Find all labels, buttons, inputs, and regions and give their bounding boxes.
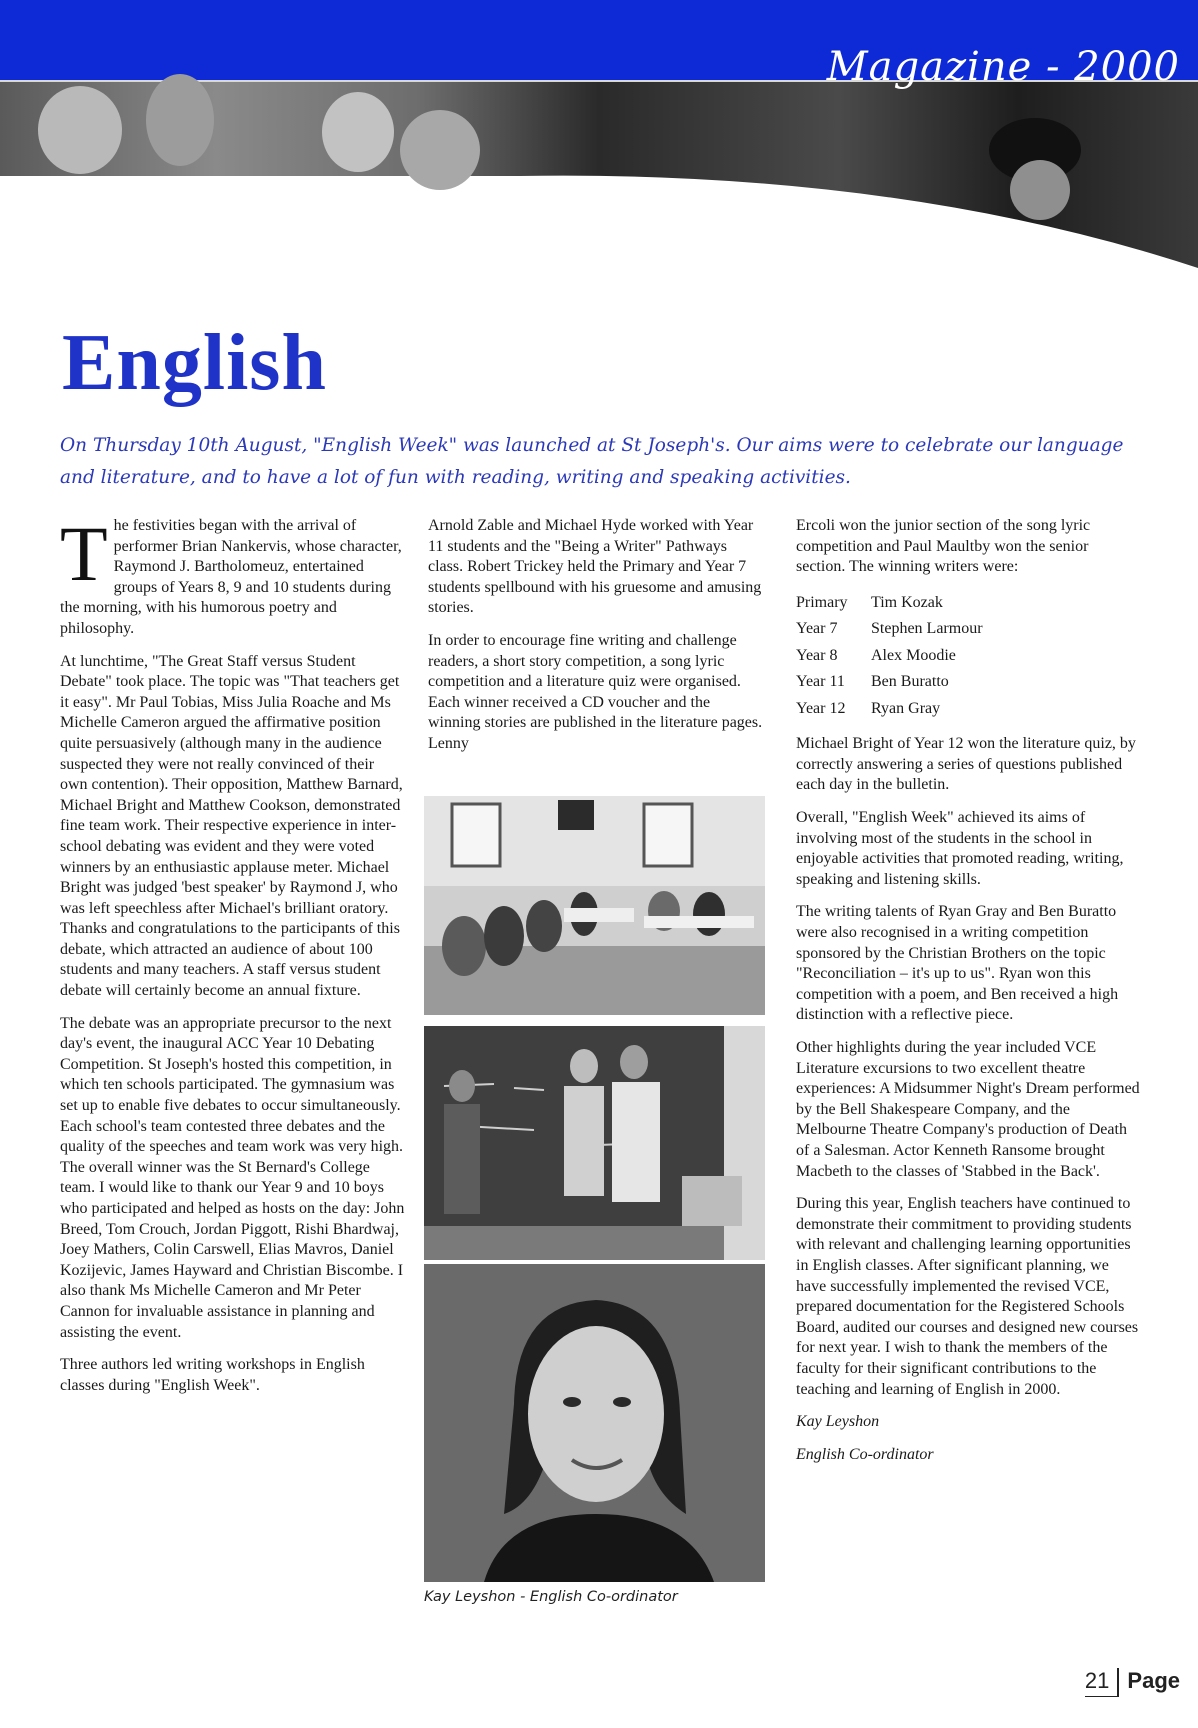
winners-list: [796, 590, 1141, 723]
paragraph: Michael Bright of Year 12 won the literature quiz, by correctly answering a series of questions published each day in the bulletin.: [796, 735, 1136, 794]
photo-caption: Kay Leyshon - English Co-ordinator: [424, 1589, 678, 1605]
winner-year: Year 8: [796, 646, 838, 664]
paragraph: Other highlights during the year included VCE Literature excursions to two excellent theatre experiences: A Midsummer Night's Dream performed by the Bell Shakespeare Company, and the Melbourne Theatre Company's production of Death of a Salesman. Actor Kenneth Ransome brought Macbeth to the classes of 'Stabbed in the Back'.: [796, 1039, 1140, 1180]
winner-row: [796, 643, 1141, 670]
paragraph: [60, 510, 405, 640]
text-column-3: [796, 516, 1141, 1477]
winner-year: Primary: [796, 593, 848, 611]
paragraph: Ercoli won the junior section of the song lyric competition and Paul Maultby won the senior section. The winning writers were:: [796, 517, 1091, 576]
header-banner: [0, 0, 1198, 285]
paragraph: The writing talents of Ryan Gray and Ben Buratto were also recognised in a writing competition sponsored by the Christian Brothers on the topic "Reconciliation – it's up to us". Ryan won this competition with a poem, and Ben received a high distinction with a reflective piece.: [796, 903, 1119, 1024]
paragraph-text: he festivities began with the arrival of performer Brian Nankervis, whose character, Raymond J. Bartholomeuz, entertained groups of Years 8, 9 and 10 students during the morning, with his humorous poetry and philosophy.: [60, 517, 402, 637]
winner-year: Year 11: [796, 673, 845, 691]
winner-row: [796, 616, 1141, 643]
paragraph: At lunchtime, "The Great Staff versus Student Debate" took place. The topic was "That teachers get it easy". Mr Paul Tobias, Miss Julia Roache and Ms Michelle Cameron argued the affirmative position quite persuasively (although many in the audience suspected they were not really convinced of their own contention). Their opposition, Matthew Barnard, Michael Bright and Matthew Cookson, demonstrated fine team work. Their respective experience in inter-school debating was evident and they were voted winners by an enthusiastic applause meter. Michael Bright was judged 'best speaker' by Raymond J, who was left speechless after Michael's brilliant oratory. Thanks and congratulations to the participants of this debate, which attracted an audience of about 100 students and many teachers. A staff versus student debate will certainly become an annual fixture.: [60, 652, 403, 1000]
winner-year: Year 7: [796, 620, 838, 638]
banner-graphic: [0, 0, 1198, 285]
winner-name: Alex Moodie: [871, 646, 956, 664]
paragraph: In order to encourage fine writing and challenge readers, a short story competition, a song lyric competition and a literature quiz were organised. Each winner received a CD voucher and the winning stories are published in the literature pages. Lenny: [428, 631, 763, 752]
paragraph: Three authors led writing workshops in English classes during "English Week".: [60, 1356, 365, 1394]
winner-row: [796, 669, 1141, 696]
winner-name: Stephen Larmour: [871, 620, 983, 638]
portrait-photo: [424, 1264, 765, 1582]
magazine-masthead: Magazine - 2000: [826, 44, 1180, 90]
signature-title: English Co-ordinator: [796, 1445, 934, 1463]
article-title: English: [62, 319, 327, 407]
winner-name: Ryan Gray: [871, 699, 941, 717]
page-footer: [1085, 1668, 1180, 1697]
text-column-2: [428, 516, 765, 767]
page-number: 21: [1085, 1668, 1119, 1697]
paragraph: The debate was an appropriate precursor to the next day's event, the inaugural ACC Year 10 Debating Competition. St Joseph's hosted this competition, in which ten schools participated. The gymnasium was set up to enable five debates to occur simultaneously. Each school's team contested three debates and the quality of the speeches and team work was very high. The overall winner was the St Bernard's College team. I would like to thank our Year 9 and 10 boys who participated and helped as hosts on the day: John Breed, Tom Crouch, Jordan Piggott, Rishi Bhardwaj, Joey Mathers, Colin Carswell, Elias Mavros, Daniel Kozijevic, James Hayward and Christian Biscombe. I also thank Ms Michelle Cameron and Mr Peter Cannon for invaluable assistance in planning and assisting the event.: [60, 1014, 405, 1341]
classroom-workshop-photo: [424, 796, 765, 1015]
paragraph: Arnold Zable and Michael Hyde worked with Year 11 students and the "Being a Writer" Pathways class. Robert Trickey held the Primary and Year 7 students spellbound with his gruesome and amusing stories.: [428, 517, 762, 617]
signature-name: Kay Leyshon: [796, 1413, 880, 1431]
paragraph: During this year, English teachers have continued to demonstrate their commitment to providing students with relevant and challenging learning opportunities in English classes. After significant planning, we have successfully implemented the revised VCE, prepared documentation for the Registered Schools Board, audited our courses and designed new courses for next year. I wish to thank the members of the faculty for their significant contributions to the teaching and learning of English in 2000.: [796, 1195, 1139, 1398]
winner-row: [796, 590, 1141, 617]
classroom-drama-photo: [424, 1026, 765, 1260]
page-label: Page: [1127, 1668, 1180, 1693]
winner-year: Year 12: [796, 699, 846, 717]
article-intro: On Thursday 10th August, "English Week" was launched at St Joseph's. Our aims were to celebrate our language and literature, and to have a lot of fun with reading, writing and speaking activities.: [60, 435, 1124, 488]
drop-cap: T: [60, 510, 108, 597]
text-column-1: [60, 510, 405, 1408]
winner-name: Ben Buratto: [871, 673, 949, 691]
paragraph: Overall, "English Week" achieved its aims of involving most of the students in the school in enjoyable activities that promoted reading, writing, speaking and listening skills.: [796, 809, 1124, 888]
winner-name: Tim Kozak: [871, 593, 943, 611]
winner-row: [796, 696, 1141, 723]
